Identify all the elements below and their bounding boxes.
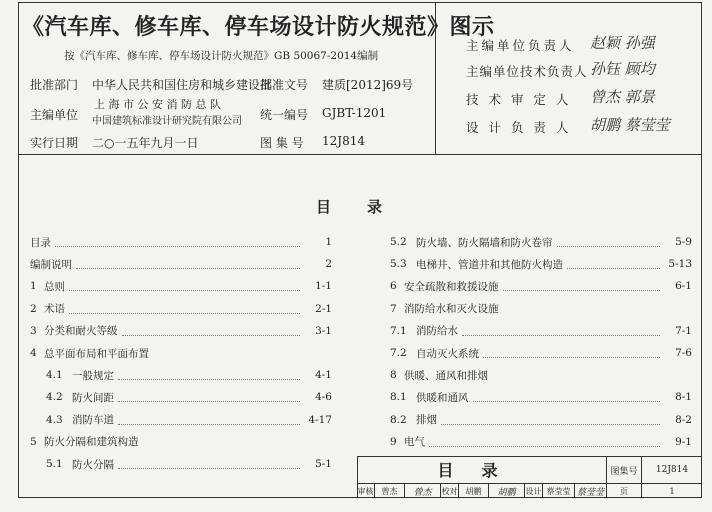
toc-entry-page: 5-1 [315, 458, 332, 470]
toc-entry-page: 9-1 [675, 435, 692, 448]
toc-entry-number: 5.3 [390, 258, 407, 271]
toc-entry-number: 8.2 [390, 413, 407, 426]
toc-entry-page: 2-1 [315, 302, 332, 315]
toc-entry[interactable] [46, 388, 332, 406]
title-block-atlas-number: 12J814 [655, 465, 689, 475]
toc-entry-number: 9 [390, 435, 397, 448]
toc-heading: 目 录 [316, 198, 385, 216]
toc-entry-page: 2 [325, 258, 332, 271]
toc-entry-page: 4-6 [315, 391, 332, 404]
page-label: 页 [607, 484, 642, 498]
toc-entry[interactable] [390, 433, 692, 451]
toc-entry-number: 2 [30, 302, 37, 315]
signature-role-3: 技 术 审 定 人 [466, 92, 572, 107]
toc-entry-number: 4 [30, 347, 37, 359]
toc-entry-number: 4.2 [46, 391, 63, 404]
toc-leader-dots [122, 326, 301, 336]
toc-entry[interactable] [30, 233, 332, 251]
toc-entry-page: 1-1 [315, 280, 332, 293]
signature-names-3: 曾杰 郭景 [590, 88, 655, 106]
toc-entry-label: 总则 [44, 280, 65, 293]
toc-entry-label: 安全疏散和救援设施 [404, 280, 499, 293]
toc-entry-label: 编制说明 [30, 258, 72, 271]
toc-entry-number: 6 [390, 280, 397, 293]
toc-entry-label: 电气 [404, 436, 425, 449]
toc-leader-dots [118, 370, 300, 380]
toc-leader-dots [55, 237, 300, 247]
design-label: 设计 [525, 484, 543, 498]
toc-entry-label: 供暖和通风 [416, 391, 469, 404]
toc-entry[interactable] [390, 388, 692, 406]
review-signature: 曾杰 [405, 484, 441, 498]
toc-entry[interactable] [390, 255, 692, 273]
toc-leader-dots [76, 259, 300, 269]
approval-doc-label: 批准文号 [260, 78, 309, 92]
toc-entry-page: 3-1 [315, 324, 332, 337]
toc-leader-dots [118, 392, 300, 402]
toc-leader-dots [503, 281, 661, 291]
page-number: 1 [669, 486, 675, 496]
toc-entry[interactable] [46, 455, 332, 473]
toc-entry-number: 8 [390, 369, 397, 382]
toc-entry-label: 排烟 [416, 414, 437, 427]
toc-entry-label: 消防给水和灭火设施 [404, 303, 499, 316]
editor-unit-2: 中国建筑标准设计研究院有限公司 [92, 116, 242, 127]
review-label: 审核 [357, 484, 375, 498]
serial-number: GJBT-1201 [322, 106, 387, 120]
toc-leader-dots [567, 259, 660, 269]
toc-leader-dots [69, 304, 300, 314]
toc-entry-label: 目录 [30, 236, 51, 249]
toc-leader-dots [118, 415, 300, 425]
toc-leader-dots [69, 281, 300, 291]
toc-leader-dots [118, 459, 300, 469]
toc-entry-label: 防火墙、防火隔墙和防火卷帘 [416, 236, 553, 249]
editor-unit-1: 上 海 市 公 安 消 防 总 队 [94, 98, 221, 111]
toc-entry-label: 消防给水 [416, 325, 458, 338]
toc-entry-label: 电梯井、管道井和其他防火构造 [416, 258, 563, 271]
editor-unit-label: 主编单位 [30, 108, 79, 122]
toc-entry-number: 1 [30, 280, 37, 293]
toc-entry-number: 8.1 [390, 391, 407, 404]
toc-entry[interactable] [30, 433, 332, 451]
toc-entry[interactable] [30, 344, 332, 362]
design-signature: 蔡莹莹 [575, 484, 607, 498]
toc-entry-label: 消防车道 [72, 414, 114, 427]
toc-entry[interactable] [30, 277, 332, 295]
signature-role-4: 设 计 负 责 人 [466, 120, 572, 135]
approval-dept-label: 批准部门 [30, 78, 79, 92]
toc-entry-page: 7-1 [675, 324, 692, 337]
toc-entry-number: 7.2 [390, 347, 407, 359]
toc-entry-label: 一般规定 [72, 369, 114, 382]
signature-role-2: 主编单位技术负责人 [466, 64, 588, 79]
toc-entry[interactable] [30, 255, 332, 273]
toc-entry[interactable] [390, 233, 692, 251]
toc-entry-number: 5.2 [390, 236, 407, 248]
toc-entry-label: 供暖、通风和排烟 [404, 369, 488, 382]
toc-entry-label: 防火分隔 [72, 458, 114, 471]
atlas-label: 图 集 号 [260, 136, 304, 150]
toc-entry-page: 4-1 [315, 369, 332, 382]
check-name: 胡鹏 [459, 484, 489, 498]
toc-entry-label: 术语 [44, 303, 65, 316]
title-block-atlas-label: 图集号 [607, 456, 642, 484]
signature-names-4: 胡鹏 蔡莹莹 [590, 116, 670, 134]
toc-leader-dots [473, 392, 661, 402]
toc-leader-dots [557, 237, 661, 247]
document-title: 《汽车库、修车库、停车场设计防火规范》图示 [22, 15, 495, 40]
toc-entry[interactable] [390, 411, 692, 429]
toc-entry-page: 1 [325, 236, 332, 248]
effective-date: 二○一五年九月一日 [92, 136, 199, 150]
toc-entry[interactable] [390, 322, 692, 340]
toc-entry-page: 7-6 [675, 347, 692, 359]
signature-names-1: 赵颖 孙强 [590, 34, 655, 52]
toc-entry-label: 防火间距 [72, 391, 114, 404]
design-name: 蔡莹莹 [543, 484, 575, 498]
toc-entry-page: 6-1 [675, 280, 692, 293]
toc-entry-label: 总平面布局和平面布置 [44, 347, 149, 360]
toc-leader-dots [441, 415, 660, 425]
toc-entry-number: 7.1 [390, 324, 407, 337]
signature-names-2: 孙钰 顾均 [590, 60, 655, 78]
toc-entry-number: 7 [390, 302, 397, 315]
document-subtitle: 按《汽车库、修车库、停车场设计防火规范》GB 50067-2014编制 [64, 50, 379, 62]
toc-entry[interactable] [390, 366, 692, 384]
check-label: 校对 [441, 484, 459, 498]
toc-entry[interactable] [30, 300, 332, 318]
toc-entry-number: 5.1 [46, 458, 63, 470]
toc-entry-page: 8-1 [675, 391, 692, 404]
toc-entry[interactable] [30, 322, 332, 340]
toc-leader-dots [483, 348, 660, 358]
toc-leader-dots [429, 437, 660, 447]
toc-entry-number: 4.1 [46, 369, 63, 382]
toc-entry-label: 防火分隔和建筑构造 [44, 436, 139, 449]
toc-entry-number: 5 [30, 435, 37, 448]
toc-entry[interactable] [390, 300, 692, 318]
approval-doc: 建质[2012]69号 [322, 78, 414, 92]
toc-entry[interactable] [390, 277, 692, 295]
effective-label: 实行日期 [30, 136, 79, 150]
signature-role-1: 主编单位负责人 [466, 38, 575, 53]
check-signature: 胡鹏 [489, 484, 525, 498]
toc-leader-dots [462, 326, 660, 336]
toc-entry[interactable] [46, 411, 332, 429]
atlas-number: 12J814 [322, 134, 365, 148]
toc-entry-page: 8-2 [675, 413, 692, 426]
toc-entry-page: 5-9 [675, 236, 692, 248]
review-name: 曾杰 [375, 484, 405, 498]
serial-label: 统一编号 [260, 108, 309, 122]
toc-entry-number: 4.3 [46, 413, 63, 426]
approval-dept: 中华人民共和国住房和城乡建设部 [92, 78, 273, 92]
toc-entry[interactable] [390, 344, 692, 362]
toc-entry-number: 3 [30, 324, 37, 337]
toc-entry-page: 5-13 [668, 258, 692, 271]
toc-entry-page: 4-17 [308, 413, 332, 426]
toc-entry-label: 分类和耐火等级 [44, 325, 118, 338]
toc-entry-label: 自动灭火系统 [416, 347, 479, 360]
toc-entry[interactable] [46, 366, 332, 384]
title-block-title: 目录 [357, 456, 607, 484]
